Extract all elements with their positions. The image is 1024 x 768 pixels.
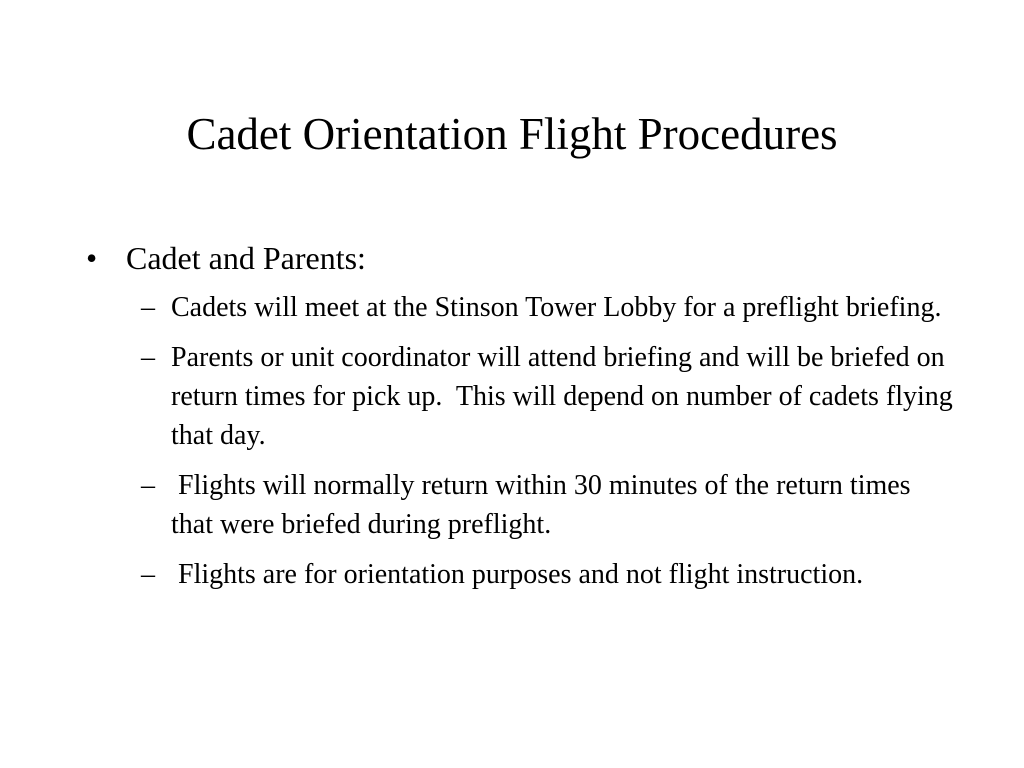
dash-marker: –	[141, 470, 155, 501]
bullet-item-cadet-and-parents	[86, 236, 960, 594]
sub-item-text: Flights are for orientation purposes and not flight instruction.	[171, 559, 864, 590]
sub-item-text: Cadets will meet at the Stinson Tower Lobby for a preflight briefing.	[171, 292, 942, 323]
sub-item-text: Flights will normally return within 30 minutes of the return times that were briefed during preflight.	[171, 470, 918, 540]
slide-title: Cadet Orientation Flight Procedures	[186, 109, 838, 159]
sub-item-meeting-location	[126, 288, 956, 327]
sub-bullet-list	[126, 288, 960, 594]
bullet-text: Cadet and Parents:	[126, 240, 366, 276]
dash-marker: –	[141, 292, 155, 323]
sub-item-text: Parents or unit coordinator will attend briefing and will be briefed on return times for pick up. This will depend on number of cadets flying that day.	[171, 342, 960, 451]
sub-item-parent-briefing	[126, 338, 960, 455]
sub-item-return-times	[126, 466, 956, 544]
bullet-list	[86, 236, 960, 605]
bullet-marker: •	[86, 240, 98, 276]
dash-marker: –	[141, 559, 155, 590]
sub-item-orientation-purpose	[126, 555, 956, 594]
dash-marker: –	[141, 342, 155, 373]
